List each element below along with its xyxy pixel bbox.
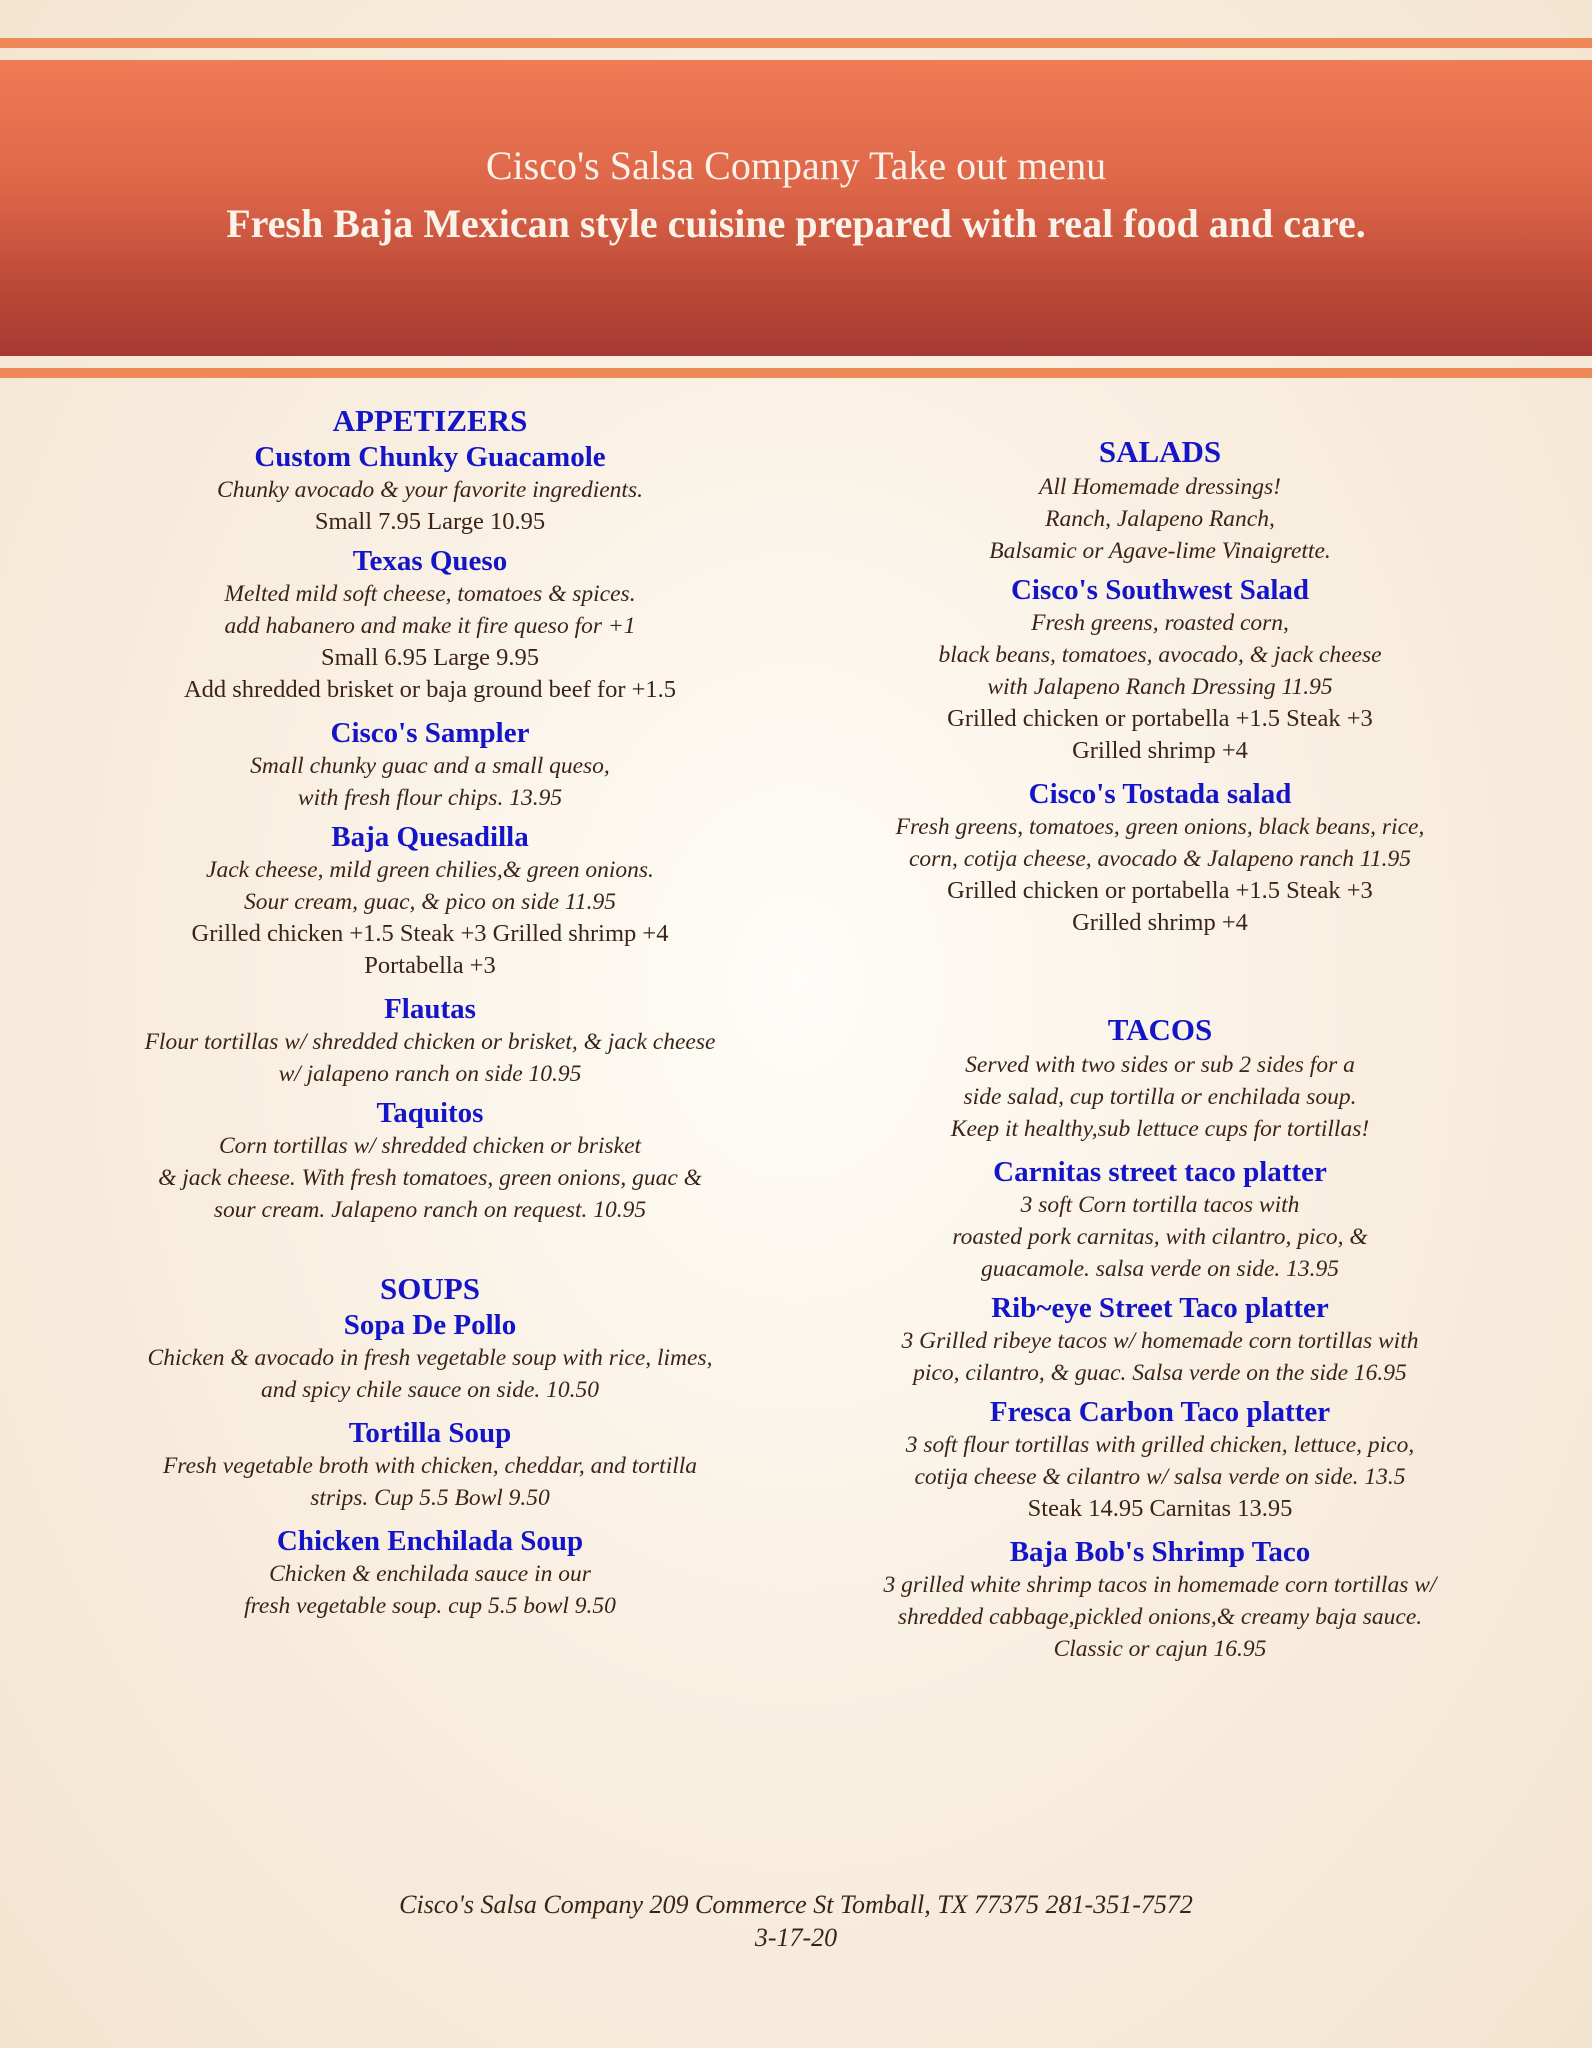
item-addon: Grilled shrimp +4 xyxy=(1072,737,1248,764)
item-description: with fresh flour chips. 13.95 xyxy=(297,785,563,811)
item-name: Cisco's Southwest Salad xyxy=(1010,574,1310,606)
item-description: guacamole. salsa verde on side. 13.95 xyxy=(980,1256,1340,1282)
item-description: 3 soft Corn tortilla tacos with xyxy=(1020,1192,1300,1218)
item-description: Fresh vegetable broth with chicken, cheddar, and tortilla xyxy=(162,1453,698,1479)
top-stripe xyxy=(0,38,1592,48)
item-name: Chicken Enchilada Soup xyxy=(276,1525,584,1557)
item-description: Corn tortillas w/ shredded chicken or brisket xyxy=(218,1133,642,1159)
item-name: Cisco's Sampler xyxy=(330,717,530,749)
item-description: Small chunky guac and a small queso, xyxy=(250,753,610,779)
menu-item-shrimp-taco xyxy=(810,1535,1510,1665)
item-name: Custom Chunky Guacamole xyxy=(254,441,606,473)
footer-address: Cisco's Salsa Company 209 Commerce St Tomball, TX 77375 281-351-7572 xyxy=(399,1890,1193,1919)
item-description: w/ jalapeno ranch on side 10.95 xyxy=(278,1061,582,1087)
footer-date: 3-17-20 xyxy=(754,1923,838,1952)
item-name: Carnitas street taco platter xyxy=(993,1156,1327,1188)
section-note: side salad, cup tortilla or enchilada soup. xyxy=(963,1084,1357,1110)
item-name: Baja Bob's Shrimp Taco xyxy=(1009,1536,1311,1568)
item-description: Flour tortillas w/ shredded chicken or brisket, & jack cheese xyxy=(144,1029,716,1055)
section-note: Balsamic or Agave-lime Vinaigrette. xyxy=(989,538,1331,564)
item-description: cotija cheese & cilantro w/ salsa verde on side. 13.5 xyxy=(914,1464,1406,1490)
menu-item-tortilla-soup xyxy=(80,1416,780,1514)
item-description: Classic or cajun 16.95 xyxy=(1053,1636,1267,1662)
item-description: strips. Cup 5.5 Bowl 9.50 xyxy=(310,1485,550,1511)
tacos-heading: TACOS xyxy=(1107,1012,1213,1047)
item-price: Steak 14.95 Carnitas 13.95 xyxy=(1027,1495,1293,1522)
item-description: 3 soft flour tortillas with grilled chicken, lettuce, pico, xyxy=(905,1432,1415,1458)
menu-item-queso xyxy=(80,544,780,706)
item-addon: Add shredded brisket or baja ground beef for +1.5 xyxy=(183,676,677,703)
appetizers-heading: APPETIZERS xyxy=(332,403,528,438)
section-note: All Homemade dressings! xyxy=(1039,474,1281,500)
item-description: 3 Grilled ribeye tacos w/ homemade corn tortillas with xyxy=(901,1328,1419,1354)
item-description: black beans, tomatoes, avocado, & jack cheese xyxy=(938,642,1382,668)
item-name: Tortilla Soup xyxy=(348,1417,512,1449)
item-name: Flautas xyxy=(384,993,476,1025)
item-description: Jack cheese, mild green chilies,& green onions. xyxy=(206,857,654,883)
soups-heading: SOUPS xyxy=(380,1271,480,1306)
item-description: Fresh greens, tomatoes, green onions, black beans, rice, xyxy=(895,814,1425,840)
item-name: Cisco's Tostada salad xyxy=(1028,778,1292,810)
menu-item-flautas xyxy=(80,992,780,1090)
menu-item-tostada-salad xyxy=(810,777,1510,939)
section-note: Served with two sides or sub 2 sides for a xyxy=(965,1052,1355,1078)
item-description: Chicken & avocado in fresh vegetable soup with rice, limes, xyxy=(147,1345,713,1371)
item-addon: Grilled chicken or portabella +1.5 Steak +3 xyxy=(947,705,1373,732)
item-name: Baja Quesadilla xyxy=(331,821,529,853)
item-description: & jack cheese. With fresh tomatoes, green onions, guac & xyxy=(158,1165,702,1191)
header-banner xyxy=(0,60,1592,356)
menu-item-enchilada-soup xyxy=(80,1524,780,1622)
item-description: corn, cotija cheese, avocado & Jalapeno ranch 11.95 xyxy=(908,846,1412,872)
item-description: shredded cabbage,pickled onions,& creamy baja sauce. xyxy=(897,1604,1423,1630)
menu-item-carnitas-platter xyxy=(810,1155,1510,1285)
item-name: Texas Queso xyxy=(352,545,508,577)
left-column xyxy=(80,402,780,1632)
menu-item-southwest-salad xyxy=(810,573,1510,767)
menu-item-sampler xyxy=(80,716,780,814)
item-addon: Grilled shrimp +4 xyxy=(1072,909,1248,936)
item-description: with Jalapeno Ranch Dressing 11.95 xyxy=(987,674,1333,700)
item-description: and spicy chile sauce on side. 10.50 xyxy=(260,1377,600,1403)
tacos-note xyxy=(810,1049,1510,1145)
footer xyxy=(0,1888,1592,1954)
item-description: 3 grilled white shrimp tacos in homemade corn tortillas w/ xyxy=(883,1572,1437,1598)
item-addon: Grilled chicken or portabella +1.5 Steak +3 xyxy=(947,877,1373,904)
item-description: roasted pork carnitas, with cilantro, pico, & xyxy=(952,1224,1368,1250)
right-column xyxy=(810,433,1510,1675)
item-description: Chicken & enchilada sauce in our xyxy=(269,1561,591,1587)
item-description: add habanero and make it fire queso for +1 xyxy=(224,613,636,639)
menu-item-quesadilla xyxy=(80,820,780,982)
item-name: Rib~eye Street Taco platter xyxy=(991,1292,1329,1324)
menu-item-fresca-platter xyxy=(810,1395,1510,1525)
item-description: pico, cilantro, & guac. Salsa verde on the side 16.95 xyxy=(913,1360,1407,1386)
item-name: Sopa De Pollo xyxy=(343,1309,517,1341)
salads-heading: SALADS xyxy=(1098,434,1222,469)
menu-item-sopa-de-pollo xyxy=(80,1308,780,1406)
item-description: Melted mild soft cheese, tomatoes & spices. xyxy=(224,581,636,607)
section-note: Keep it healthy,sub lettuce cups for tortillas! xyxy=(950,1116,1370,1142)
menu-item-taquitos xyxy=(80,1096,780,1226)
item-price: Small 6.95 Large 9.95 xyxy=(321,644,539,671)
menu-item-guacamole xyxy=(80,440,780,538)
item-addon: Grilled chicken +1.5 Steak +3 Grilled shrimp +4 xyxy=(191,920,669,947)
item-description: Chunky avocado & your favorite ingredients. xyxy=(217,477,643,503)
item-description: Sour cream, guac, & pico on side 11.95 xyxy=(243,889,617,915)
salads-note xyxy=(810,471,1510,567)
item-description: fresh vegetable soup. cup 5.5 bowl 9.50 xyxy=(244,1593,616,1619)
menu-item-ribeye-platter xyxy=(810,1291,1510,1389)
item-name: Fresca Carbon Taco platter xyxy=(989,1396,1331,1428)
item-name: Taquitos xyxy=(376,1097,484,1129)
item-description: Fresh greens, roasted corn, xyxy=(1031,610,1289,636)
section-note: Ranch, Jalapeno Ranch, xyxy=(1045,506,1275,532)
bottom-stripe xyxy=(0,368,1592,378)
menu-tagline: Fresh Baja Mexican style cuisine prepared with real food and care. xyxy=(226,201,1366,246)
item-description: sour cream. Jalapeno ranch on request. 10.95 xyxy=(213,1197,647,1223)
item-addon: Portabella +3 xyxy=(364,952,496,979)
menu-title: Cisco's Salsa Company Take out menu xyxy=(485,143,1107,188)
item-price: Small 7.95 Large 10.95 xyxy=(314,508,546,535)
